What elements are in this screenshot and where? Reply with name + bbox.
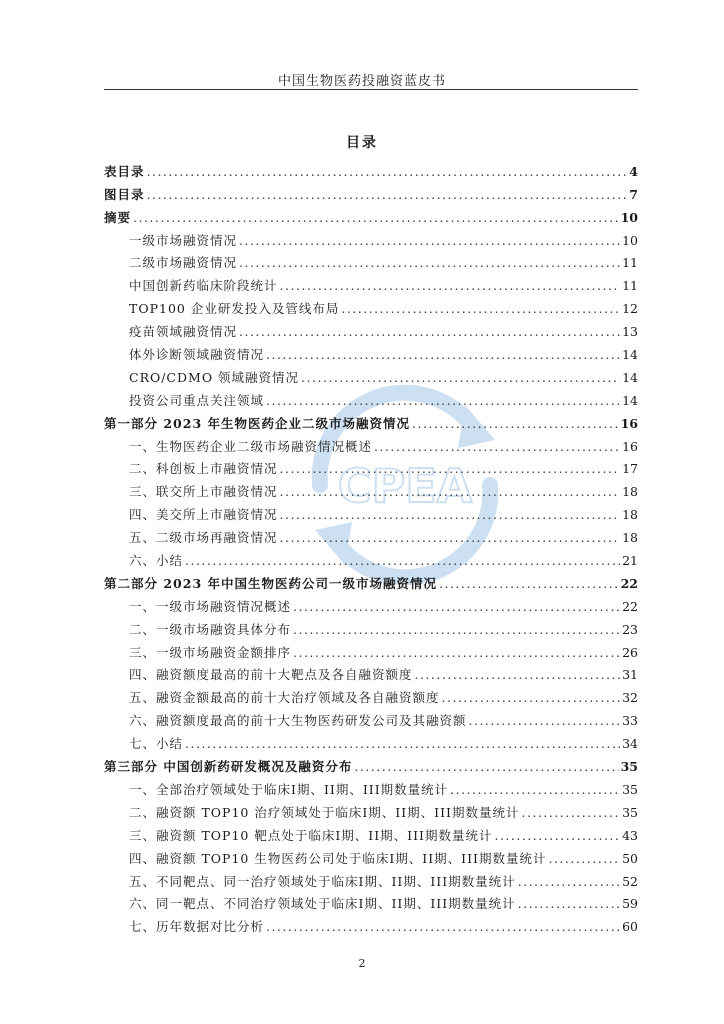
toc-entry-label: 五、融资金额最高的前十大治疗领域及各自融资额度 [129,690,440,706]
toc-leader-dots [239,255,620,271]
toc-leader-dots [133,210,619,226]
toc-entry-page: 18 [622,507,638,523]
toc-entry[interactable] [104,271,638,294]
toc-entry-label: 二、融资额 TOP10 治疗领域处于临床I期、II期、III期数量统计 [129,804,520,820]
toc-leader-dots [442,690,621,706]
toc-entry-label: 摘要 [104,209,132,225]
toc-entry-label: 一、生物医药企业二级市场融资情况概述 [129,438,373,454]
toc-entry-label: 二、一级市场融资具体分布 [129,621,292,637]
toc-entry-label: 一、一级市场融资情况概述 [129,598,292,614]
toc-entry-label: 三、一级市场融资金额排序 [129,644,292,660]
table-of-contents [104,157,638,935]
toc-entry-page: 22 [620,575,638,591]
toc-entry-page: 18 [622,484,638,500]
toc-leader-dots [341,301,620,317]
toc-entry-page: 32 [622,690,638,706]
toc-entry[interactable] [104,638,638,661]
page-number: 2 [358,957,366,970]
toc-entry-label: 四、美交所上市融资情况 [129,507,278,523]
toc-entry-label: 第一部分 2023 年生物医药企业二级市场融资情况 [104,415,410,431]
toc-leader-dots [239,324,620,340]
toc-entry[interactable] [104,706,638,729]
toc-entry-page: 17 [622,461,638,477]
toc-entry[interactable] [104,569,638,592]
toc-entry[interactable] [104,752,638,775]
toc-entry-page: 34 [622,736,638,752]
toc-entry[interactable] [104,683,638,706]
toc-entry[interactable] [104,386,638,409]
toc-entry-label: 体外诊断领域融资情况 [129,347,265,363]
toc-entry-label: 五、二级市场再融资情况 [129,530,278,546]
toc-entry-label: 四、融资额 TOP10 生物医药公司处于临床I期、II期、III期数量统计 [129,850,547,866]
toc-entry[interactable] [104,340,638,363]
toc-entry-page: 59 [622,896,638,912]
toc-entry-page: 50 [622,850,638,866]
toc-leader-dots [280,507,621,523]
toc-leader-dots [280,530,621,546]
toc-leader-dots [521,805,620,821]
toc-entry[interactable] [104,546,638,569]
toc-leader-dots [280,278,621,294]
toc-entry-label: 七、小结 [129,736,184,752]
toc-leader-dots [280,461,621,477]
toc-entry-page: 33 [622,713,638,729]
toc-entry-label: 三、融资额 TOP10 靶点处于临床I期、II期、III期数量统计 [129,827,493,843]
toc-entry-label: 投资公司重点关注领域 [129,392,265,408]
toc-entry[interactable] [104,432,638,455]
toc-entry-label: 七、历年数据对比分析 [129,919,265,935]
toc-leader-dots [301,370,620,386]
toc-leader-dots [266,347,620,363]
toc-entry-page: 10 [620,209,638,225]
toc-leader-dots [469,713,621,729]
toc-leader-dots [518,896,620,912]
toc-entry[interactable] [104,890,638,913]
toc-entry[interactable] [104,294,638,317]
toc-entry-page: 35 [620,759,638,775]
toc-leader-dots [280,484,621,500]
toc-entry-page: 60 [622,919,638,935]
toc-entry[interactable] [104,592,638,615]
toc-entry[interactable] [104,409,638,432]
toc-entry-page: 10 [622,232,638,248]
toc-leader-dots [293,599,620,615]
toc-entry[interactable] [104,455,638,478]
toc-entry-label: 第三部分 中国创新药研发概况及融资分布 [104,759,353,775]
toc-entry-page: 12 [622,301,638,317]
toc-entry-page: 31 [622,667,638,683]
toc-leader-dots [518,874,620,890]
running-header: 中国生物医药投融资蓝皮书 [277,74,446,89]
toc-entry[interactable] [104,180,638,203]
toc-entry[interactable] [104,523,638,546]
toc-leader-dots [415,667,621,683]
toc-leader-dots [266,393,620,409]
toc-entry-label: 疫苗领域融资情况 [129,324,238,340]
toc-entry[interactable] [104,477,638,500]
toc-entry[interactable] [104,249,638,272]
toc-entry-page: 4 [629,163,638,179]
toc-entry-page: 7 [629,186,638,202]
toc-leader-dots [185,736,620,752]
toc-entry-label: 第二部分 2023 年中国生物医药公司一级市场融资情况 [104,575,437,591]
toc-entry[interactable] [104,844,638,867]
toc-entry-label: TOP100 企业研发投入及管线布局 [129,301,340,317]
toc-entry-label: 六、小结 [129,553,184,569]
toc-entry-label: 四、融资额度最高的前十大靶点及各自融资额度 [129,667,413,683]
toc-leader-dots [266,919,620,935]
toc-leader-dots [147,164,628,180]
toc-leader-dots [354,759,618,775]
toc-entry[interactable] [104,775,638,798]
toc-leader-dots [374,439,620,455]
toc-leader-dots [239,233,620,249]
toc-leader-dots [147,187,628,203]
toc-entry[interactable] [104,157,638,180]
toc-entry[interactable] [104,798,638,821]
toc-entry-label: 一级市场融资情况 [129,232,238,248]
toc-leader-dots [293,645,620,661]
toc-entry[interactable] [104,615,638,638]
toc-leader-dots [412,416,619,432]
toc-entry-page: 43 [622,827,638,843]
toc-entry-page: 26 [622,644,638,660]
toc-entry[interactable] [104,203,638,226]
toc-entry-label: 三、联交所上市融资情况 [129,484,278,500]
toc-entry-label: 图目录 [104,186,145,202]
toc-entry[interactable] [104,500,638,523]
toc-entry-page: 16 [620,415,638,431]
toc-entry-page: 13 [622,324,638,340]
toc-entry[interactable] [104,226,638,249]
toc-entry-page: 35 [622,781,638,797]
toc-leader-dots [548,851,620,867]
toc-entry[interactable] [104,729,638,752]
toc-entry-label: 中国创新药临床阶段统计 [129,278,278,294]
toc-entry[interactable] [104,317,638,340]
toc-title: 目录 [346,135,378,151]
toc-entry-page: 11 [622,278,638,294]
toc-entry[interactable] [104,867,638,890]
toc-leader-dots [293,622,620,638]
watermark-text: CPEA [337,459,473,513]
toc-entry-page: 14 [622,392,638,408]
toc-leader-dots [450,782,620,798]
toc-entry-page: 14 [622,347,638,363]
toc-entry[interactable] [104,363,638,386]
toc-entry-page: 18 [622,530,638,546]
toc-entry-label: 表目录 [104,163,145,179]
toc-entry-label: CRO/CDMO 领域融资情况 [129,369,300,385]
toc-entry-label: 五、不同靶点、同一治疗领域处于临床I期、II期、III期数量统计 [129,873,516,889]
toc-entry[interactable] [104,912,638,935]
toc-leader-dots [185,553,620,569]
toc-entry-page: 11 [622,255,638,271]
toc-leader-dots [439,576,619,592]
toc-entry-page: 23 [622,621,638,637]
toc-entry[interactable] [104,821,638,844]
toc-entry-page: 22 [622,598,638,614]
toc-entry-page: 52 [622,873,638,889]
toc-leader-dots [494,828,620,844]
toc-entry-label: 二、科创板上市融资情况 [129,461,278,477]
toc-entry-label: 六、同一靶点、不同治疗领域处于临床I期、II期、III期数量统计 [129,896,516,912]
toc-entry-page: 14 [622,369,638,385]
toc-entry-page: 21 [622,553,638,569]
header-rule [104,89,638,90]
toc-entry-label: 二级市场融资情况 [129,255,238,271]
toc-entry-label: 一、全部治疗领域处于临床I期、II期、III期数量统计 [129,781,449,797]
toc-entry[interactable] [104,661,638,684]
toc-entry-label: 六、融资额度最高的前十大生物医药研发公司及其融资额 [129,713,467,729]
toc-entry-page: 35 [622,804,638,820]
toc-entry-page: 16 [622,438,638,454]
